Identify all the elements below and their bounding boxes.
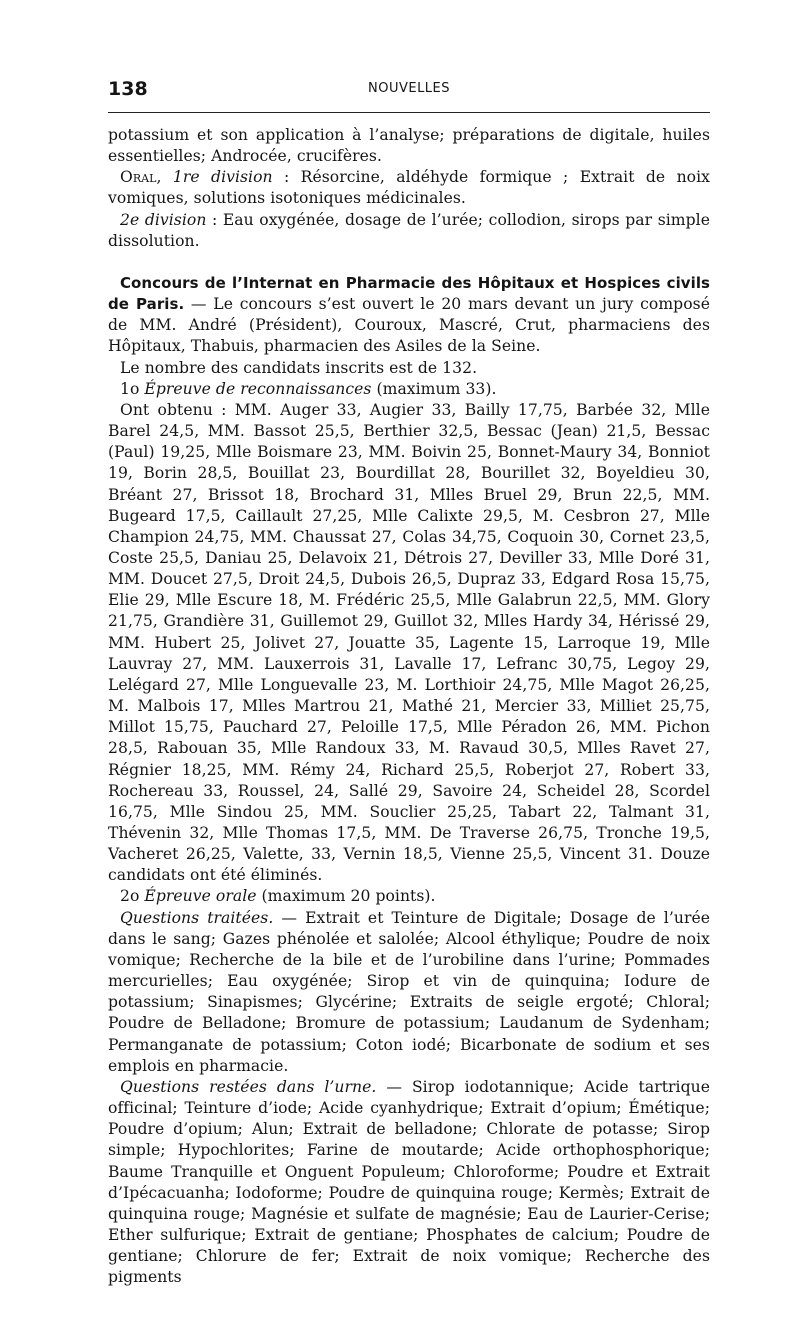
paragraph-epreuve-1 — [108, 379, 710, 400]
running-title: NOUVELLES — [367, 81, 451, 96]
section-heading: Concours de l’Internat en Pharmacie des Hôpitaux et Hospices civils de Paris. — [108, 273, 710, 314]
epreuve-2-text: (maximum 20 points). — [256, 887, 436, 906]
first-division-text: : Résorcine, aldéhyde formique ; Extrait de noix vomiques, solutions isotoniques médicinales. — [108, 168, 710, 208]
paragraph-epreuve-2 — [108, 886, 710, 907]
paragraph-results: Ont obtenu : MM. Auger 33, Augier 33, Bailly 17,75, Barbée 32, Mlle Barel 24,5, MM. Bassot 25,5, Berthier 32,5, Bessac (Jean) 21,5, Bessac (Paul) 19,25, Mlle Boismare 23, MM. Boivin 25, Bonnet-Maury 34, Bonniot 19, Borin 28,5, Bouillat 23, Bourdillat 28, Bourillet 32, Boyeldieu 30, Bréant 27, Brissot 18, Brochard 31, Mlles Bruel 29, Brun 22,5, MM. Bugeard 17,5, Caillault 27,25, Mlle Calixte 29,5, M. Cesbron 27, Mlle Champion 24,75, MM. Chaussat 27, Colas 34,75, Coquoin 30, Cornet 23,5, Coste 25,5, Daniau 25, Delavoix 21, Détrois 27, Deviller 33, Mlle Doré 31, MM. Doucet 27,5, Droit 24,5, Dubois 26,5, Dupraz 33, Edgard Rosa 15,75, Elie 29, Mlle Escure 18, M. Frédéric 25,5, Mlle Galabrun 22,5, MM. Glory 21,75, Grandière 31, Guillemot 29, Guillot 32, Mlles Hardy 34, Hérissé 29, MM. Hubert 25, Jolivet 27, Jouatte 35, Lagente 15, Larroque 19, Mlle Lauvray 27, MM. Lauxerrois 31, Lavalle 17, Lefranc 30,75, Legoy 29, Lelégard 27, Mlle Longuevalle 23, M. Lorthioir 24,75, Mlle Magot 26,25, M. Malbois 17, Mlles Martrou 21, Mathé 21, Mercier 33, Milliet 25,75, Millot 15,75, Pauchard 27, Peloille 17,5, Mlle Péradon 26, MM. Pichon 28,5, Rabouan 35, Mlle Randoux 33, M. Ravaud 30,5, Mlles Ravet 27, Régnier 18,25, MM. Rémy 24, Richard 25,5, Roberjot 27, Robert 33, Rochereau 33, Roussel, 24, Sallé 29, Savoire 24, Scheidel 28, Scordel 16,75, Mlle Sindou 25, MM. Souclier 25,25, Tabart 22, Talmant 31, Thévenin 32, Mlle Thomas 17,5, MM. De Traverse 26,75, Tronche 19,5, Vacheret 26,25, Valette, 33, Vernin 18,5, Vienne 25,5, Vincent 31. Douze candidats ont été éliminés. — [108, 400, 710, 885]
epreuve-1-number: 1o — [120, 379, 145, 398]
paragraph-concours — [108, 273, 710, 358]
paragraph-1: potassium et son application à l’analyse; préparations de digitale, huiles essentielles; Androcée, crucifères. — [108, 126, 710, 166]
paragraph-second-division — [108, 210, 710, 252]
paragraph-questions-traitees — [108, 908, 710, 1077]
first-division-label: 1re division — [172, 168, 273, 187]
page-number: 138 — [108, 78, 148, 100]
questions-restees-text: — Sirop iodotannique; Acide tartrique officinal; Teinture d’iode; Acide cyanhydrique; Extrait d’opium; Émétique; Poudre d’opium; Alun; Extrait de belladone; Chlorate de potasse; Sirop simple; Hypochlorites; Farine de moutarde; Acide orthophosphorique; Baume Tranquille et Onguent Populeum; Chloroforme; Poudre et Extrait d’Ipécacuanha; Iodoforme; Poudre de quinquina rouge; Kermès; Extrait de quinquina rouge; Magnésie et sulfate de magnésie; Eau de Laurier-Cerise; Ether sulfurique; Extrait de gentiane; Phosphates de calcium; Poudre de gentiane; Chlorure de fer; Extrait de noix vomique; Recherche des pigments — [108, 1077, 710, 1287]
body-text — [108, 125, 710, 1288]
concours-text: — Le concours s’est ouvert le 20 mars devant un jury composé de MM. André (Président), Couroux, Mascré, Crut, pharmaciens des Hôpitaux, Thabuis, pharmacien des Asiles de la Seine. — [108, 295, 710, 356]
paragraph-candidates: Le nombre des candidats inscrits est de 132. — [120, 358, 478, 377]
epreuve-1-text: (maximum 33). — [371, 379, 497, 398]
paragraph-questions-restees — [108, 1077, 710, 1289]
header-rule — [108, 112, 710, 113]
epreuve-1-title: Épreuve de reconnaissances — [144, 379, 372, 398]
page-header — [108, 78, 710, 102]
questions-restees-label: Questions restées dans l’urne. — [120, 1077, 377, 1096]
second-division-text: : Eau oxygénée, dosage de l’urée; collodion, sirops par simple dissolution. — [108, 210, 710, 250]
questions-traitees-text: — Extrait et Teinture de Digitale; Dosage de l’urée dans le sang; Gazes phénolée et salolée; Alcool éthylique; Poudre de noix vomique; Recherche de la bile et de l’urobiline dans l’urine; Pommades mercurielles; Eau oxygénée; Sirop et vin de quinquina; Iodure de potassium; Sinapismes; Glycérine; Extraits de seigle ergoté; Chloral; Poudre de Belladone; Bromure de potassium; Laudanum de Sydenham; Permanganate de potassium; Coton iodé; Bicarbonate de sodium et ses emplois en pharmacie. — [108, 908, 710, 1075]
epreuve-2-number: 2o — [120, 887, 145, 906]
epreuve-2-title: Épreuve orale — [144, 887, 257, 906]
questions-traitees-label: Questions traitées. — [120, 908, 274, 927]
second-division-label: 2e division — [120, 210, 207, 229]
paragraph-oral — [108, 167, 710, 209]
oral-label: Oral, — [120, 168, 173, 187]
